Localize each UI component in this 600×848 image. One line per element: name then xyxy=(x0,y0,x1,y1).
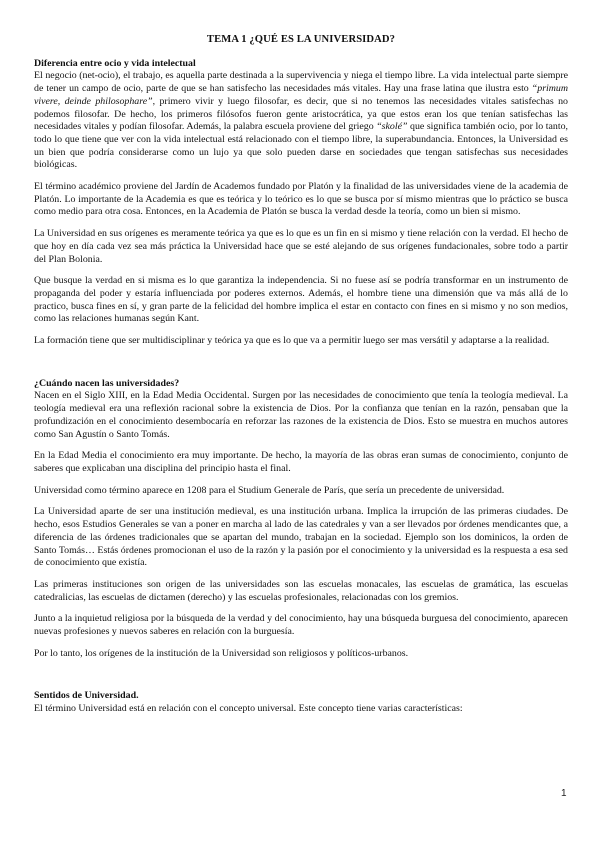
section-heading-nacimiento: ¿Cuándo nacen las universidades? xyxy=(34,377,180,389)
section-spacer xyxy=(34,669,568,690)
paragraph-conclusion: Por lo tanto, los orígenes de la institución de la Universidad son religiosos y políticos-urbanos. xyxy=(34,647,409,659)
paragraph-institucion-urbana: La Universidad aparte de ser una institución medieval, es una institución urbana. Implica la irrupción de las primeras ciudades. De hecho, esos Estudios Generales se van a poner en marcha al lado de las catedrales y van a ser llevados por órdenes mendicantes que, a diferencia de las órdenes tradicionales que se apartan del mundo, trabajan en la sociedad. Ejemplo son los dominicos, la orden de Santo Tomás… Estás órdenes promocionan el uso de la razón y la pasión por el conocimiento y la universidad es la respuesta a esa sed de conocimiento que existía. xyxy=(34,506,568,569)
paragraph-formacion: La formación tiene que ser multidisciplinar y teórica ya que es lo que va a permitir luego ser mas versátil y adaptarse a la realidad. xyxy=(34,335,550,347)
paragraph-burguesia: Junto a la inquietud religiosa por la búsqueda de la verdad y del conocimiento, hay una búsqueda burguesa del conocimiento, aparecen nuevas profesiones y nuevos saberes en relación con la burguesía. xyxy=(34,613,568,638)
page-content xyxy=(34,34,568,725)
paragraph-universal: El término Universidad está en relación con el concepto universal. Este concepto tiene varias características: xyxy=(34,703,463,715)
paragraph-origenes: La Universidad en sus orígenes es meramente teórica ya que es lo que es un fin en si mismo y tiene relación con la verdad. El hecho de que hoy en día cada vez sea más práctica la Universidad hace que se esté alejando de sus orígenes fundacionales, sobre todo a partir del Plan Bolonia. xyxy=(34,228,568,265)
text-segment: El negocio (net-ocio), el trabajo, es aquella parte destinada a la supervivencia y niega el tiempo libre. La vida intelectual parte siempre de tener un campo de ocio, parte de que se han satisfecho las necesidades más vitales. Hay una frase latina que ilustra esto xyxy=(34,70,568,95)
text-segment: que significa también ocio, por lo tanto, todo lo que tiene que ver con la vida intelectual está relacionado con el tiempo libre, la superabundancia. Entonces, la Universidad es un bien que podría considerarse como un lujo ya que solo pueden darse en sociedades que tengan satisfechas sus necesidades biológicas. xyxy=(34,121,568,171)
greek-word: “skolé” xyxy=(376,121,408,133)
paragraph-siglo-xiii: Nacen en el Siglo XIII, en la Edad Media Occidental. Surgen por las necesidades de conocimiento que tenía la teología medieval. La teología medieval era una reflexión racional sobre la existencia de Dios. Por la confianza que tenían en la razón, pensaban que la profundización en el conocimiento desembocaría en reforzar las razones de la existencia de Dios. Esto se muestra en muchos autores como San Agustín o Santo Tomás. xyxy=(34,390,568,440)
section-spacer xyxy=(34,357,568,378)
section-heading-sentidos: Sentidos de Universidad. xyxy=(34,690,139,702)
paragraph-primeras-instituciones: Las primeras instituciones son origen de las universidades son las escuelas monacales, las escuelas de gramática, las escuelas catedralicias, las escuelas de dictamen (derecho) y las escuelas profesionales, relacionadas con los gremios. xyxy=(34,578,568,603)
latin-quote: “primum vivere, deinde philosophare” xyxy=(34,83,568,107)
paragraph-independencia: Que busque la verdad en si misma es lo que garantiza la independencia. Si no fuese así se podría transformar en un instrumento de propaganda del poder y estaría influenciada por poderes externos. Además, el hombre tiene una dimensión que va más allá de lo practico, busca fines en sí, y gran parte de la felicidad del hombre implica el estar en contacto con fines en si mismo y no son medios, como las relaciones humanas según Kant. xyxy=(34,275,568,325)
page-number: 1 xyxy=(561,788,567,799)
document-title: TEMA 1 ¿QUÉ ES LA UNIVERSIDAD? xyxy=(206,34,396,45)
text-segment: , primero vivir y luego filosofar, es decir, que si no tenemos las necesidades vitales satisfechas no podemos filosofar. De hecho, los primeros filósofos fueron gente aristocrática, ya que estos eran los que tenían satisfechas las necesidades vitales y podían filosofar. Además, la palabra escuela proviene del griego xyxy=(34,95,568,133)
paragraph-edad-media: En la Edad Media el conocimiento era muy importante. De hecho, la mayoría de las obras eran sumas de conocimiento, conjunto de saberes que explicaban una disciplina del principio hasta el final. xyxy=(34,450,568,474)
paragraph-termino-1208: Universidad como término aparece en 1208 para el Studium Generale de París, que sería un precedente de universidad. xyxy=(34,484,505,496)
paragraph-academia: El término académico proviene del Jardín de Academos fundado por Platón y la finalidad de las universidades viene de la academia de Platón. Lo importante de la Academia es que es teórica y lo teórico es lo que se busca por sí mismo mientras que lo práctico se busca como medio para otra cosa. Entonces, en la Academia de Platón se busca la verdad desde la teoría, como un bien si mismo. xyxy=(34,181,568,218)
paragraph-ocio-1 xyxy=(34,70,568,172)
section-heading-ocio: Diferencia entre ocio y vida intelectual xyxy=(34,57,196,69)
